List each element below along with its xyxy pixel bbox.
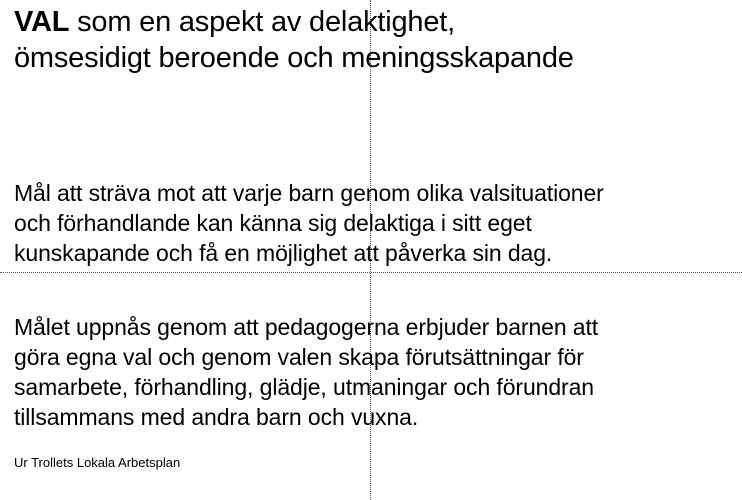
goal-line-3: kunskapande och få en möjlighet att påverka sin dag. xyxy=(14,240,553,266)
goal-paragraph xyxy=(14,178,734,268)
method-paragraph xyxy=(14,312,734,432)
source-citation: Ur Trollets Lokala Arbetsplan xyxy=(14,455,181,470)
title-keyword: VAL xyxy=(14,6,70,38)
title-line2: ömsesidigt beroende och meningsskapande xyxy=(14,42,574,74)
method-line-1: Målet uppnås genom att pedagogerna erbjuder barnen att xyxy=(14,314,599,340)
horizontal-guide-line xyxy=(0,272,742,273)
method-line-2: göra egna val och genom valen skapa förutsättningar för xyxy=(14,344,584,370)
goal-line-1: Mål att sträva mot att varje barn genom olika valsituationer xyxy=(14,180,604,206)
title-line1-rest: som en aspekt av delaktighet, xyxy=(69,6,455,38)
method-line-3: samarbete, förhandling, glädje, utmaningar och förundran xyxy=(14,374,594,400)
method-line-4: tillsammans med andra barn och vuxna. xyxy=(14,404,419,430)
goal-line-2: och förhandlande kan känna sig delaktiga i sitt eget xyxy=(14,210,532,236)
page-title xyxy=(14,4,734,76)
